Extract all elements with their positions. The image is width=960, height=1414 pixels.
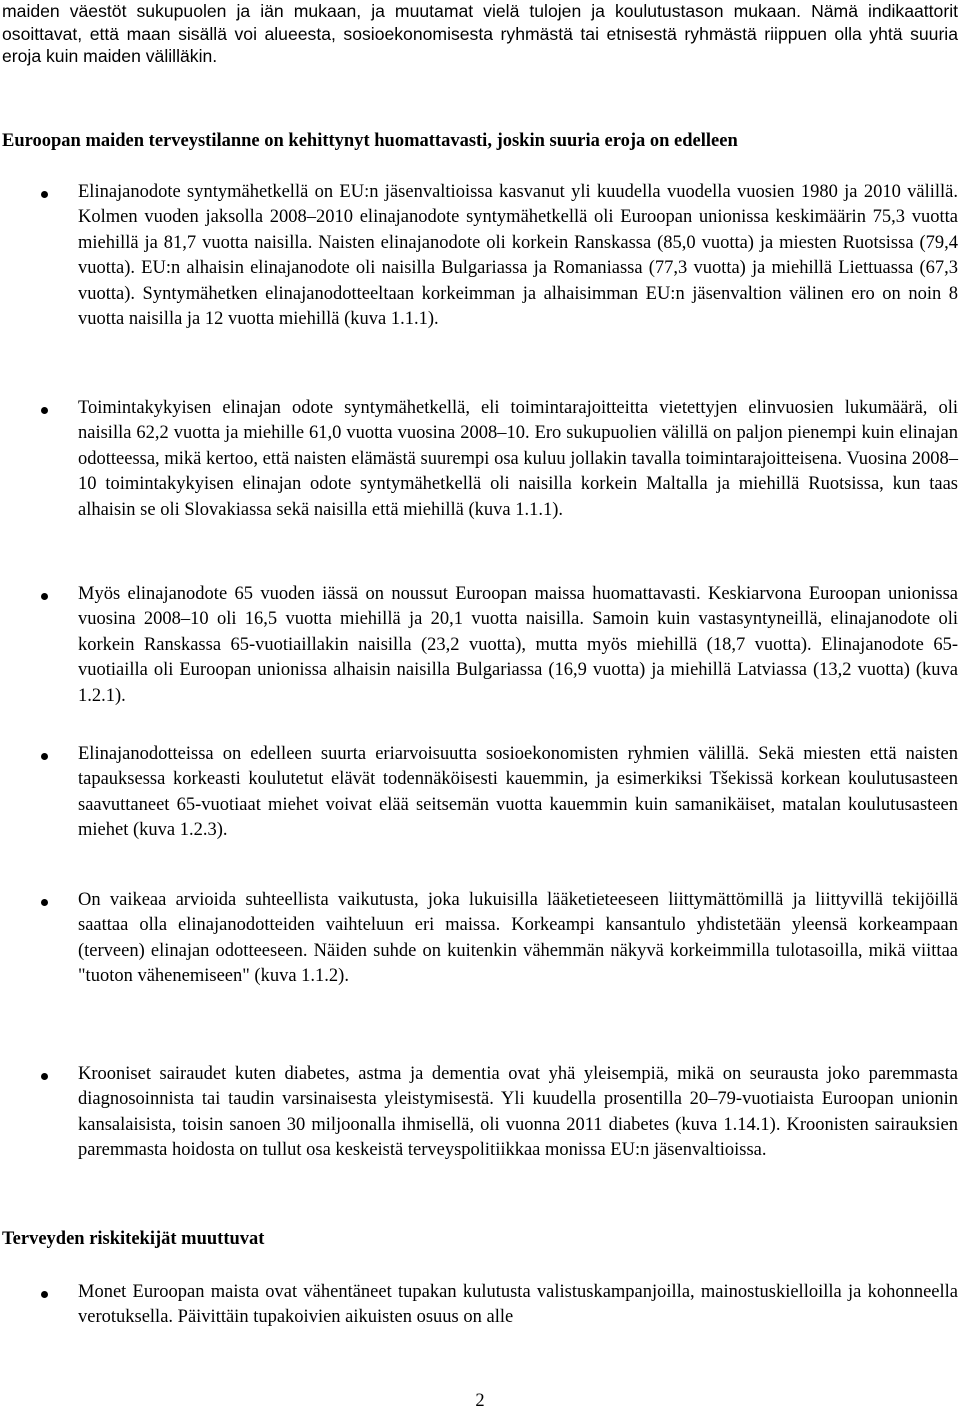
bullet-text: Toimintakykyisen elinajan odote syntymähetkellä, eli toimintarajoitteitta vietettyjen elinvuosien lukumäärä, oli naisilla 62,2 vuotta ja miehille 61,0 vuotta vuosina 2008–10. Ero sukupuolien välillä on paljon pienempi kuin elinajan odotteessa, mikä kertoo, että naisten elämästä suurempi osa kuluu jollakin tavalla toimintarajoitteisena. Vuosina 2008–10 toimintakykyisen elinajan odote syntymähetkellä oli naisilla korkein Maltalla ja miehillä Ruotsissa, kun taas alhaisin se oli Slovakiassa sekä naisilla että miehillä (kuva 1.1.1). — [78, 398, 958, 520]
page-number: 2 — [475, 1391, 485, 1411]
bullet-dot-icon — [41, 407, 48, 414]
bullet-text: Krooniset sairaudet kuten diabetes, astma ja dementia ovat yhä yleisempiä, mikä on seurausta joko paremmasta diagnosoinnista tai taudin varsinaisesta yleistymisestä. Yli kuudella prosentilla 20–79-vuotiaista Euroopan unionin kansalaisista, toisin sanoen 30 miljoonalla ihmisellä, oli vuonna 2011 diabetes (kuva 1.14.1). Kroonisten sairauksien paremmasta hoidosta on tullut osa keskeistä terveyspolitiikkaa monissa EU:n jäsenvaltioissa. — [78, 1064, 958, 1161]
bullet-dot-icon — [41, 1073, 48, 1080]
bullet-dot-icon — [41, 899, 48, 906]
section-heading-health-status: Euroopan maiden terveystilanne on kehittynyt huomattavasti, joskin suuria eroja on edelleen — [2, 131, 738, 151]
bullet-text: Elinajanodotteissa on edelleen suurta eriarvoisuutta sosioekonomisten ryhmien välillä. Sekä miesten että naisten tapauksessa korkeasti koulutetut elävät todennäköisesti kauemmin, ja esimerkiksi Tšekissä korkean koulutusasteen saavuttaneet 65-vuotiaat miehet voivat elää seitsemän vuotta kauemmin kuin samanikäiset, matalan koulutusasteen miehet (kuva 1.2.3). — [78, 744, 958, 841]
intro-paragraph: maiden väestöt sukupuolen ja iän mukaan, ja muutamat vielä tulojen ja koulutustason mukaan. Nämä indikaattorit osoittavat, että maan sisällä voi alueesta, sosioekonomisesta ryhmästä tai etnisestä ryhmästä riippuen olla yhtä suuria eroja kuin maiden välilläkin. — [2, 1, 958, 66]
bullet-dot-icon — [41, 593, 48, 600]
bullet-text: Myös elinajanodote 65 vuoden iässä on noussut Euroopan maissa huomattavasti. Keskiarvona Euroopan unionissa vuosina 2008–10 oli 16,5 vuotta miehillä ja 20,1 vuotta naisilla. Samoin kuin vastasyntyneillä, elinajanodote oli korkein Ranskassa 65-vuotiaillakin naisilla (23,2 vuotta), mutta myös miehillä (18,7 vuotta). Elinajanodote 65-vuotiailla oli Euroopan unionissa alhaisin naisilla Bulgariassa (16,9 vuotta) ja miehillä Latviassa (13,2 vuotta) (kuva 1.2.1). — [78, 584, 958, 706]
bullet-dot-icon — [41, 191, 48, 198]
bullet-dot-icon — [41, 753, 48, 760]
bullet-dot-icon — [41, 1291, 48, 1298]
bullet-text: Elinajanodote syntymähetkellä on EU:n jäsenvaltioissa kasvanut yli kuudella vuodella vuosien 1980 ja 2010 välillä. Kolmen vuoden jaksolla 2008–2010 elinajanodote syntymähetkellä oli Euroopan unionissa keskimäärin 75,3 vuotta miehillä ja 81,7 vuotta naisilla. Naisten elinajanodote oli korkein Ranskassa (85,0 vuotta) ja miesten Ruotsissa (79,4 vuotta). EU:n alhaisin elinajanodote oli naisilla Bulgariassa ja Romaniassa (77,3 vuotta) ja miehillä Liettuassa (67,3 vuotta). Syntymähetken elinajanodotteeltaan korkeimman ja alhaisimman EU:n jäsenvaltion välinen ero on noin 8 vuotta naisilla ja 12 vuotta miehillä (kuva 1.1.1). — [78, 182, 958, 330]
bullet-text: On vaikeaa arvioida suhteellista vaikutusta, joka lukuisilla lääketieteeseen liittymättömillä ja liittyvillä tekijöillä saattaa olla elinajanodotteiden vaihteluun eri maissa. Korkeampi kansantulo yhdistetään yleensä korkeampaan (terveen) elinajan odotteeseen. Näiden suhde on kuitenkin vähemmän näkyvä korkeimmilla tulotasoilla, mikä viittaa "tuoton vähenemiseen" (kuva 1.1.2). — [78, 890, 958, 987]
section-heading-risk-factors: Terveyden riskitekijät muuttuvat — [2, 1229, 265, 1249]
bullet-text: Monet Euroopan maista ovat vähentäneet tupakan kulutusta valistuskampanjoilla, mainostuskielloilla ja kohonneella verotuksella. Päivittäin tupakoivien aikuisten osuus on alle — [78, 1282, 958, 1328]
